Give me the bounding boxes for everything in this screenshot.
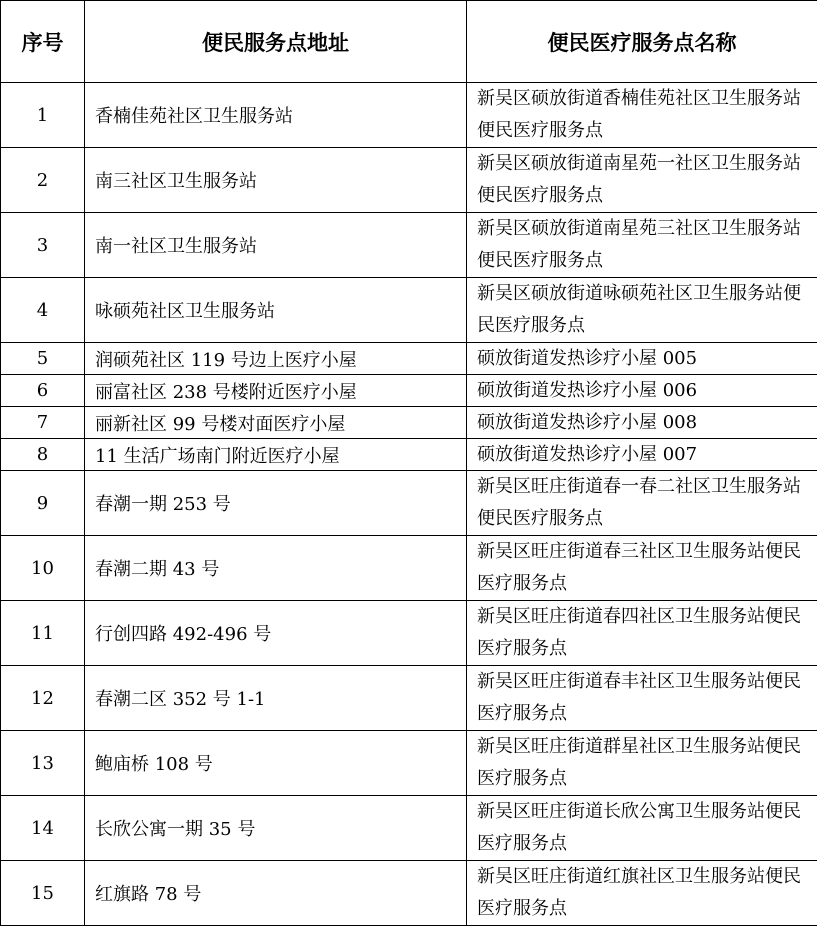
table-row [1, 343, 817, 375]
row-index: 4 [1, 278, 85, 343]
row-name: 硕放街道发热诊疗小屋 007 [467, 439, 817, 471]
table-row [1, 278, 817, 343]
row-address: 春潮二区 352 号 1-1 [85, 666, 467, 731]
row-address: 红旗路 78 号 [85, 861, 467, 926]
row-address: 润硕苑社区 119 号边上医疗小屋 [85, 343, 467, 375]
row-name: 新吴区旺庄街道春三社区卫生服务站便民医疗服务点 [467, 536, 817, 601]
row-index: 10 [1, 536, 85, 601]
table-row [1, 213, 817, 278]
table-row [1, 861, 817, 926]
table-row [1, 601, 817, 666]
header-row [1, 1, 817, 83]
row-address: 行创四路 492-496 号 [85, 601, 467, 666]
row-name: 新吴区旺庄街道群星社区卫生服务站便民医疗服务点 [467, 731, 817, 796]
row-address: 咏硕苑社区卫生服务站 [85, 278, 467, 343]
row-name: 硕放街道发热诊疗小屋 008 [467, 407, 817, 439]
row-address: 香楠佳苑社区卫生服务站 [85, 83, 467, 148]
row-name: 新吴区硕放街道咏硕苑社区卫生服务站便民医疗服务点 [467, 278, 817, 343]
table-row [1, 536, 817, 601]
row-address: 春潮二期 43 号 [85, 536, 467, 601]
header-index: 序号 [1, 1, 85, 83]
table-row [1, 666, 817, 731]
table-row [1, 796, 817, 861]
row-address: 春潮一期 253 号 [85, 471, 467, 536]
header-name: 便民医疗服务点名称 [467, 1, 817, 83]
row-index: 1 [1, 83, 85, 148]
row-address: 鲍庙桥 108 号 [85, 731, 467, 796]
row-name: 新吴区硕放街道香楠佳苑社区卫生服务站便民医疗服务点 [467, 83, 817, 148]
row-index: 7 [1, 407, 85, 439]
row-address: 南一社区卫生服务站 [85, 213, 467, 278]
row-name: 新吴区硕放街道南星苑三社区卫生服务站便民医疗服务点 [467, 213, 817, 278]
row-index: 15 [1, 861, 85, 926]
row-name: 新吴区旺庄街道春四社区卫生服务站便民医疗服务点 [467, 601, 817, 666]
row-index: 14 [1, 796, 85, 861]
row-index: 8 [1, 439, 85, 471]
row-address: 11 生活广场南门附近医疗小屋 [85, 439, 467, 471]
row-address: 长欣公寓一期 35 号 [85, 796, 467, 861]
table-row [1, 439, 817, 471]
row-index: 2 [1, 148, 85, 213]
table-row [1, 731, 817, 796]
row-index: 3 [1, 213, 85, 278]
row-name: 硕放街道发热诊疗小屋 006 [467, 375, 817, 407]
row-address: 丽富社区 238 号楼附近医疗小屋 [85, 375, 467, 407]
header-address: 便民服务点地址 [85, 1, 467, 83]
table-row [1, 148, 817, 213]
table-row [1, 471, 817, 536]
row-index: 11 [1, 601, 85, 666]
row-index: 6 [1, 375, 85, 407]
row-name: 新吴区旺庄街道春丰社区卫生服务站便民医疗服务点 [467, 666, 817, 731]
row-address: 丽新社区 99 号楼对面医疗小屋 [85, 407, 467, 439]
row-address: 南三社区卫生服务站 [85, 148, 467, 213]
table-row [1, 83, 817, 148]
row-index: 5 [1, 343, 85, 375]
row-name: 新吴区旺庄街道红旗社区卫生服务站便民医疗服务点 [467, 861, 817, 926]
row-name: 新吴区旺庄街道长欣公寓卫生服务站便民医疗服务点 [467, 796, 817, 861]
row-index: 12 [1, 666, 85, 731]
row-name: 新吴区旺庄街道春一春二社区卫生服务站便民医疗服务点 [467, 471, 817, 536]
row-name: 新吴区硕放街道南星苑一社区卫生服务站便民医疗服务点 [467, 148, 817, 213]
table-row [1, 407, 817, 439]
table-row [1, 375, 817, 407]
row-name: 硕放街道发热诊疗小屋 005 [467, 343, 817, 375]
row-index: 13 [1, 731, 85, 796]
row-index: 9 [1, 471, 85, 536]
